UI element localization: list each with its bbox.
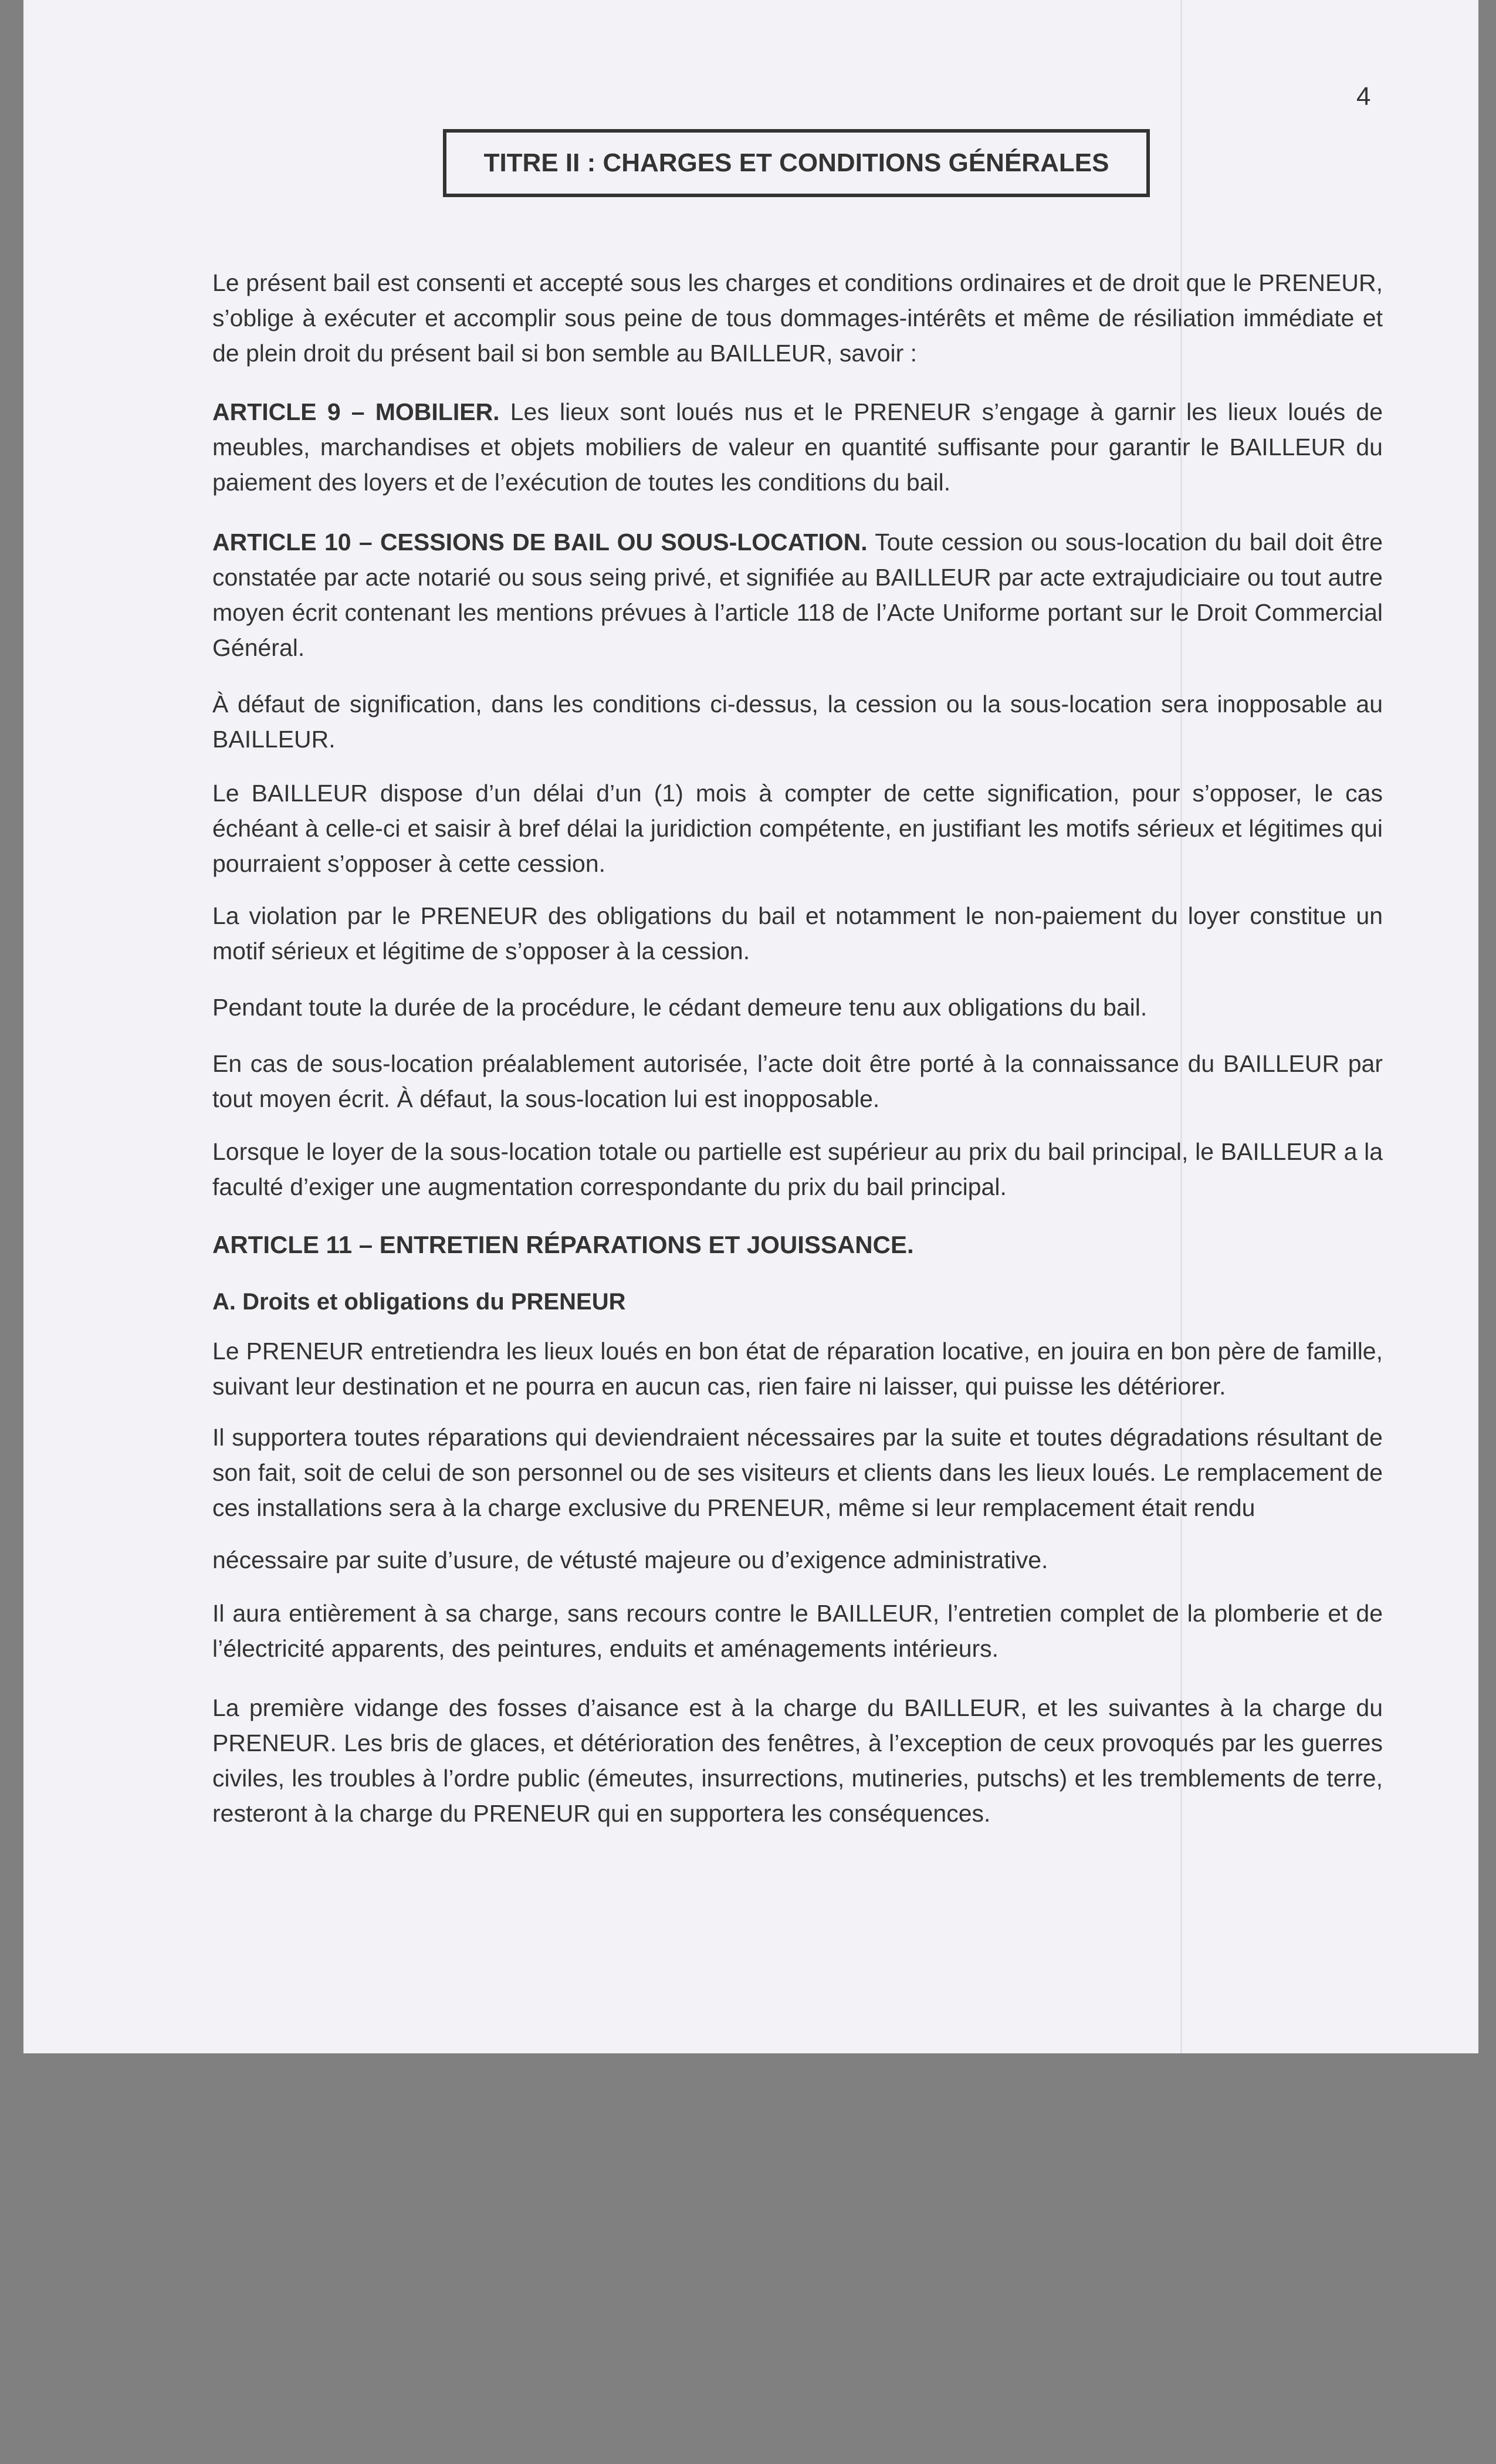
article-10-paragraph: En cas de sous-location préalablement autorisée, l’acte doit être porté à la connaissance du BAILLEUR par tout moyen écrit. À défaut, la sous-location lui est inopposable. — [212, 1050, 1383, 1112]
page-number: 4 — [1356, 82, 1371, 111]
intro-paragraph: Le présent bail est consenti et accepté sous les charges et conditions ordinaires et de droit que le PRENEUR, s’oblige à exécuter et accomplir sous peine de tous dommages-intérêts et même de résiliation immédiate et de plein droit du présent bail si bon semble au BAILLEUR, savoir : — [212, 269, 1383, 367]
article-9 — [212, 394, 1383, 500]
article-10-paragraph: La violation par le PRENEUR des obligations du bail et notamment le non-paiement du loyer constitue un motif sérieux et légitime de s’opposer à la cession. — [212, 902, 1383, 964]
article-10-paragraph: À défaut de signification, dans les conditions ci-dessus, la cession ou la sous-location sera inopposable au BAILLEUR. — [212, 691, 1383, 753]
article-11-subheading: A. Droits et obligations du PRENEUR — [212, 1289, 626, 1315]
article-11-paragraph: Il supportera toutes réparations qui deviendraient nécessaires par la suite et toutes dégradations résultant de son fait, soit de celui de son personnel ou de ses visiteurs et clients dans les lieux loués. Le remplacement de ces installations sera à la charge exclusive du PRENEUR, même si leur remplacement était rendu — [212, 1424, 1383, 1521]
article-10 — [212, 524, 1383, 665]
article-11-paragraph: La première vidange des fosses d’aisance est à la charge du BAILLEUR, et les suivantes à la charge du PRENEUR. Les bris de glaces, et détérioration des fenêtres, à l’exception de ceux provoqués par les guerres civiles, les troubles à l’ordre public (émeutes, insurrections, mutineries, putschs) et les tremblements de terre, resteront à la charge du PRENEUR qui en supportera les conséquences. — [212, 1694, 1383, 1827]
article-10-text: Toute cession ou sous-location du bail doit être constatée par acte notarié ou sous seing privé, et signifiée au BAILLEUR par acte extrajudiciaire ou tout autre moyen écrit contenant les mentions prévues à l’article 118 de l’Acte Uniforme portant sur le Droit Commercial Général. — [212, 529, 1383, 661]
article-10-heading: ARTICLE 10 – CESSIONS DE BAIL OU SOUS-LOCATION. — [212, 529, 868, 556]
article-10-paragraph: Le BAILLEUR dispose d’un délai d’un (1) mois à compter de cette signification, pour s’opposer, le cas échéant à celle-ci et saisir à bref délai la juridiction compétente, en justifiant les motifs sérieux et légitimes qui pourraient s’opposer à cette cession. — [212, 780, 1383, 877]
article-11-paragraph: Il aura entièrement à sa charge, sans recours contre le BAILLEUR, l’entretien complet de la plomberie et de l’électricité apparents, des peintures, enduits et aménagements intérieurs. — [212, 1600, 1383, 1662]
section-title: TITRE II : CHARGES ET CONDITIONS GÉNÉRALES — [443, 129, 1150, 197]
article-11-paragraph: Le PRENEUR entretiendra les lieux loués en bon état de réparation locative, en jouira en bon père de famille, suivant leur destination et ne pourra en aucun cas, rien faire ni laisser, qui puisse les détériorer. — [212, 1338, 1383, 1400]
article-11-heading: ARTICLE 11 – ENTRETIEN RÉPARATIONS ET JOUISSANCE. — [212, 1231, 914, 1258]
article-10-paragraph: Lorsque le loyer de la sous-location totale ou partielle est supérieur au prix du bail principal, le BAILLEUR a la faculté d’exiger une augmentation correspondante du prix du bail principal. — [212, 1138, 1383, 1200]
article-9-heading: ARTICLE 9 – MOBILIER. — [212, 398, 500, 425]
article-11-paragraph: nécessaire par suite d’usure, de vétusté majeure ou d’exigence administrative. — [212, 1546, 1048, 1573]
article-10-paragraph: Pendant toute la durée de la procédure, le cédant demeure tenu aux obligations du bail. — [212, 994, 1148, 1021]
article-9-text: Les lieux sont loués nus et le PRENEUR s’engage à garnir les lieux loués de meubles, marchandises et objets mobiliers de valeur en quantité suffisante pour garantir le BAILLEUR du paiement des loyers et de l’exécution de toutes les conditions du bail. — [212, 398, 1383, 496]
